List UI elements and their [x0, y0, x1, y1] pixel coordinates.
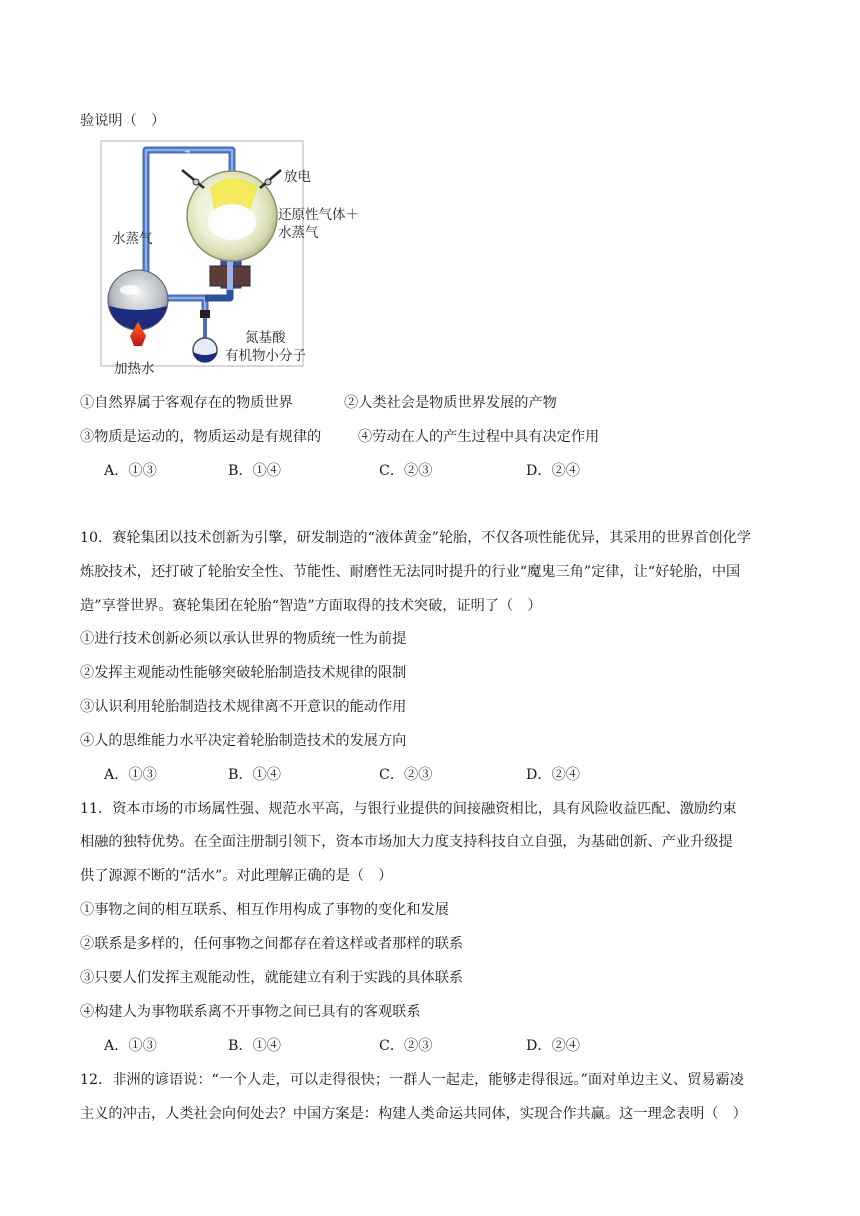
q11-statement-3: ③只要人们发挥主观能动性，就能建立有利于实践的具体联系: [80, 970, 464, 986]
q11-statement-2: ②联系是多样的，任何事物之间都存在着这样或者那样的联系: [80, 936, 464, 952]
q9-option-c[interactable]: C．②③: [379, 463, 433, 479]
q10-option-d[interactable]: D．②④: [526, 767, 580, 783]
q10-statement-2: ②发挥主观能动性能够突破轮胎制造技术规律的限制: [80, 665, 407, 681]
q10-line-1: 10．赛轮集团以技术创新为引擎，研发制造的“液体黄金”轮胎，不仅各项性能优异，其采用的世界首创化学: [80, 530, 752, 546]
q9-statement-2: ②人类社会是物质世界发展的产物: [344, 395, 557, 411]
q11-line-3: 供了源源不断的“活水”。对此理解正确的是（ ）: [80, 868, 393, 884]
q11-option-c[interactable]: C．②③: [379, 1038, 433, 1054]
q11-line-1: 11．资本市场的市场属性强、规范水平高，与银行业提供的间接融资相比，具有风险收益匹配、激励约束: [80, 801, 737, 817]
q11-statement-4: ④构建人为事物联系离不开事物之间已具有的客观联系: [80, 1004, 421, 1020]
q10-option-c[interactable]: C．②③: [379, 767, 433, 783]
flask-highlight: [208, 204, 256, 240]
label-heat-water: 加热水: [114, 361, 155, 377]
q11-statement-1: ①事物之间的相互联系、相互作用构成了事物的变化和发展: [80, 902, 449, 918]
label-reducing-gas: 还原性气体＋: [278, 207, 359, 223]
q11-line-2: 相融的独特优势。在全面注册制引领下，资本市场加大力度支持科技自立自强，为基础创新、产业升级提: [80, 834, 733, 850]
label-discharge: 放电: [284, 169, 311, 185]
q9-statement-3: ③物质是运动的，物质运动是有规律的: [80, 429, 322, 445]
q10-line-2: 炼胶技术，还打破了轮胎安全性、节能性、耐磨性无法同时提升的行业“魔鬼三角”定律，让“好轮胎，中国: [80, 564, 741, 580]
label-small-molecules: 有机物小分子: [225, 348, 306, 364]
q10-statement-3: ③认识利用轮胎制造技术规律离不开意识的能动作用: [80, 699, 407, 715]
q12-line-1: 12．非洲的谚语说：“一个人走，可以走得很快；一群人一起走，能够走得很远。”面对单边主义、贸易霸凌: [80, 1072, 744, 1088]
q10-line-3: 造”享誉世界。赛轮集团在轮胎“智造”方面取得的技术突破，证明了（ ）: [80, 598, 542, 614]
stopcock: [200, 310, 210, 318]
label-water-vapor-2: 水蒸气: [278, 225, 319, 241]
q10-statement-4: ④人的思维能力水平决定着轮胎制造技术的发展方向: [80, 733, 407, 749]
q9-stem-tail: 验说明（ ）: [80, 113, 166, 129]
q9-option-d[interactable]: D．②④: [526, 463, 580, 479]
q9-statement-4: ④劳动在人的产生过程中具有决定作用: [358, 429, 600, 445]
q9-statement-1: ①自然界属于客观存在的物质世界: [80, 395, 293, 411]
electrode-right: [260, 170, 281, 188]
q10-option-b[interactable]: B．①④: [228, 767, 281, 783]
q10-statement-1: ①进行技术创新必须以承认世界的物质统一性为前提: [80, 631, 407, 647]
q9-option-a[interactable]: A．①③: [104, 463, 157, 479]
q9-option-b[interactable]: B．①④: [228, 463, 281, 479]
electrode-left: [182, 170, 204, 188]
q12-line-2: 主义的冲击，人类社会向何处去？中国方案是：构建人类命运共同体，实现合作共赢。这一理念表明（ ）: [80, 1106, 747, 1122]
miller-experiment-diagram: [100, 140, 359, 377]
q10-option-a[interactable]: A．①③: [104, 767, 157, 783]
label-amino-acid: 氮基酸: [245, 330, 286, 346]
q11-option-a[interactable]: A．①③: [104, 1038, 157, 1054]
label-water-vapor: 水蒸气: [112, 231, 153, 247]
q11-option-b[interactable]: B．①④: [228, 1038, 281, 1054]
flow-arrow: →: [184, 148, 190, 156]
q11-option-d[interactable]: D．②④: [526, 1038, 580, 1054]
